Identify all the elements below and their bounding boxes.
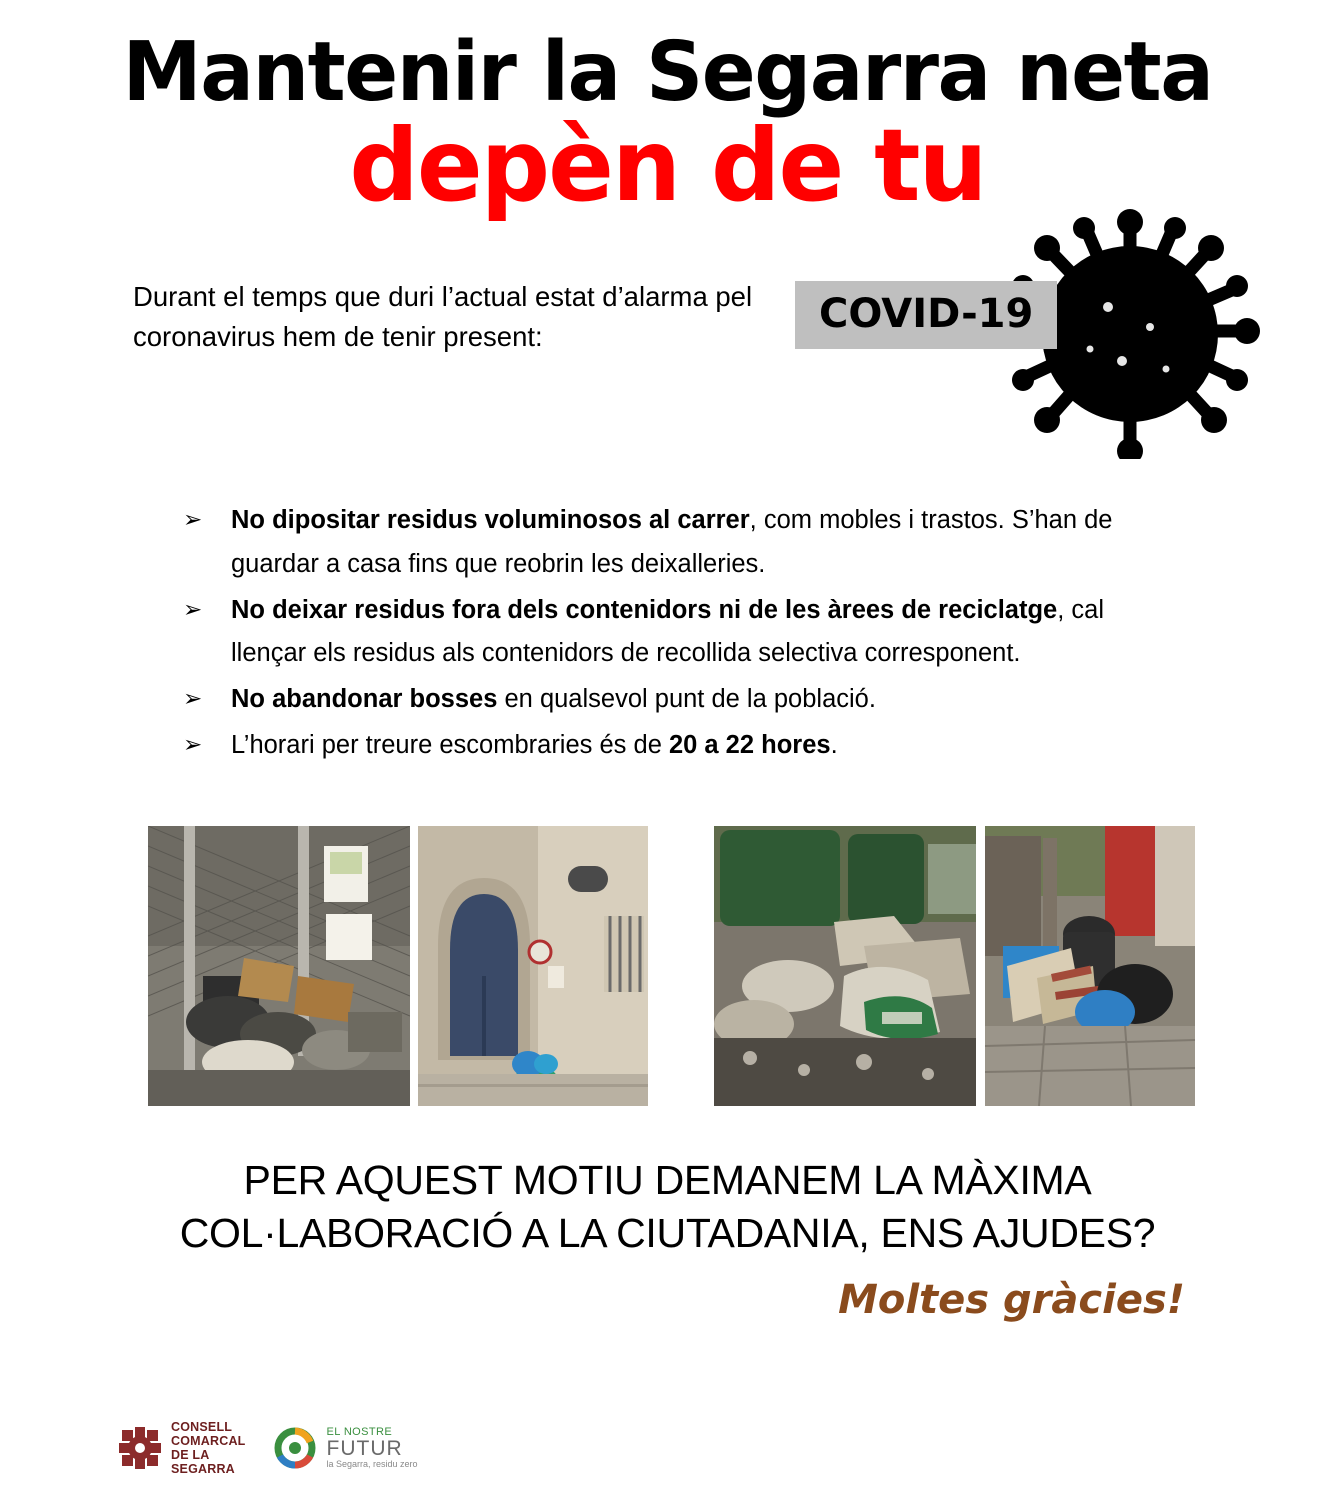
list-item [183, 724, 1163, 768]
list-item-text: . [830, 731, 838, 760]
guidelines-list [183, 499, 1163, 768]
logo-consell-line-3: DE LA [171, 1448, 210, 1462]
cta-line-1: PER AQUEST MOTIU DEMANEM LA MÀXIMA [243, 1157, 1092, 1204]
logo-futur-line-top: EL NOSTRE [326, 1426, 393, 1439]
list-item [183, 678, 1163, 722]
arrow-bullet-icon: ➢ [183, 685, 203, 712]
photo-bags-stone-doorway [418, 826, 648, 1106]
intro-paragraph-text: Durant el temps que duri l’actual estat d’alarma pel coronavirus hem de tenir present: [133, 280, 753, 352]
list-item-text: , cal llençar els residus als contenidors de recollida selectiva corresponent. [231, 595, 1105, 668]
list-item-text: , com mobles i trastos. S’han de guardar a casa fins que reobrin les deixalleries. [231, 505, 1113, 578]
logo-consell-line-1: CONSELL [171, 1420, 233, 1434]
list-item-bold-tail: 20 a 22 hores [668, 731, 831, 760]
photo-dumped-waste-fence [148, 826, 410, 1106]
photo-rubble-green-containers [714, 826, 976, 1106]
list-item-bold-lead: No abandonar bosses [231, 685, 498, 714]
logo-consell-line-4: SEGARRA [171, 1462, 235, 1476]
photo-1-image [148, 826, 410, 1106]
thanks-text: Moltes gràcies! [838, 1276, 1185, 1323]
intro-paragraph [133, 277, 773, 357]
photo-strip [0, 826, 1335, 1106]
poster-page [0, 25, 1335, 1494]
photo-3-image [714, 826, 976, 1106]
list-item-bold-lead: No deixar residus fora dels contenidors ni de les àrees de reciclatge [231, 595, 1058, 624]
list-item-bold-lead: No dipositar residus voluminosos al carrer [231, 505, 750, 534]
list-item [183, 589, 1163, 677]
photo-furniture-bags-street [985, 826, 1195, 1106]
intro-section [0, 269, 1335, 499]
poster-headline [0, 25, 1335, 224]
list-item-text-pre: L’horari per treure escombraries és de [231, 731, 669, 760]
arrow-bullet-icon: ➢ [183, 595, 203, 622]
gear-icon [118, 1426, 162, 1470]
recycle-ring-icon [272, 1425, 318, 1471]
footer-logos [118, 1420, 418, 1476]
logo-consell-text [171, 1420, 246, 1476]
headline-line-1: Mantenir la Segarra neta [122, 25, 1213, 120]
covid-graphic [819, 209, 1280, 459]
logo-consell-comarcal-segarra [118, 1420, 246, 1476]
list-item [183, 499, 1163, 587]
photo-4-image [985, 826, 1195, 1106]
logo-futur-line-mid: FUTUR [326, 1437, 403, 1461]
logo-consell-line-2: COMARCAL [171, 1434, 246, 1448]
cta-line-2: COL·LABORACIÓ A LA CIUTADANIA, ENS AJUDES? [179, 1209, 1156, 1256]
photo-2-image [418, 826, 648, 1106]
logo-el-nostre-futur [272, 1425, 418, 1471]
arrow-bullet-icon: ➢ [183, 505, 203, 532]
logo-futur-line-bottom: la Segarra, residu zero [326, 1459, 418, 1470]
logo-futur-text [327, 1426, 418, 1470]
arrow-bullet-icon: ➢ [183, 731, 203, 758]
headline-line-2: depèn de tu [349, 106, 986, 224]
covid-19-badge: COVID-19 [795, 281, 1057, 349]
list-item-text: en qualsevol punt de la població. [497, 685, 876, 714]
call-to-action [0, 1154, 1335, 1259]
